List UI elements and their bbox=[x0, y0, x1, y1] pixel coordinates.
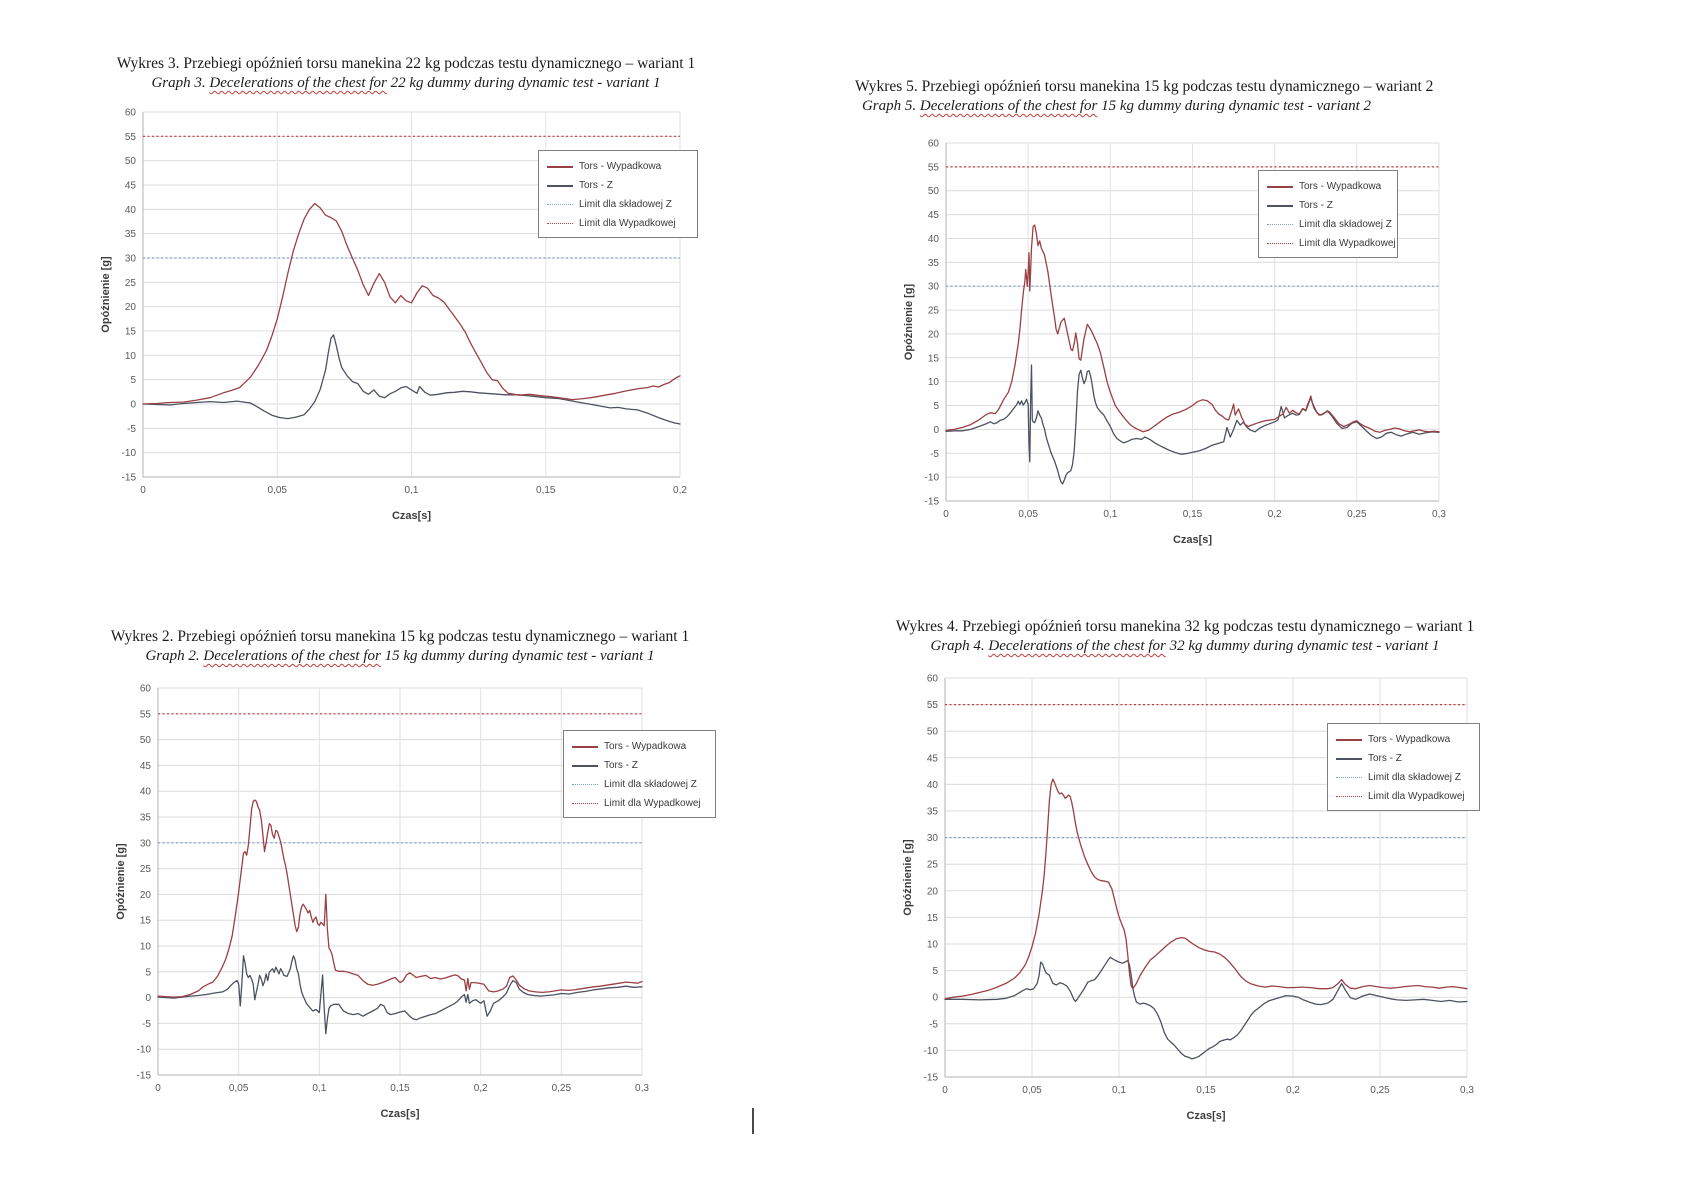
legend-swatch-dotted-line bbox=[547, 204, 573, 205]
x-tick-label: 0,25 bbox=[1370, 1085, 1390, 1096]
chart-panel-3 bbox=[105, 628, 705, 1128]
y-tick-label: 60 bbox=[139, 683, 151, 695]
x-tick-label: 0,1 bbox=[312, 1083, 327, 1094]
legend-swatch-dotted-line bbox=[1267, 224, 1293, 225]
plot-area bbox=[870, 618, 1510, 1128]
chart-panel-4 bbox=[870, 618, 1510, 1128]
legend-label: Tors - Wypadkowa bbox=[604, 741, 687, 752]
legend-swatch-solid-line bbox=[572, 765, 598, 767]
title-en-underlined: Decelerations of the chest for bbox=[919, 98, 1098, 114]
legend-label: Tors - Z bbox=[1368, 753, 1402, 764]
y-tick-label: 55 bbox=[926, 700, 938, 712]
x-tick-label: 0 bbox=[942, 1085, 948, 1096]
legend-swatch-solid-line bbox=[572, 746, 598, 748]
x-tick-label: 0,05 bbox=[1022, 1085, 1042, 1096]
y-tick-label: 50 bbox=[927, 186, 939, 198]
legend-label: Tors - Wypadkowa bbox=[1299, 181, 1382, 192]
title-en-rest: 32 kg dummy during dynamic test - variant 1 bbox=[1165, 638, 1440, 654]
legend-swatch-solid-line bbox=[547, 185, 573, 187]
y-tick-label: 35 bbox=[139, 812, 151, 824]
x-tick-label: 0,3 bbox=[635, 1083, 649, 1094]
x-axis-title: Czas[s] bbox=[1186, 1110, 1226, 1122]
legend bbox=[538, 150, 698, 238]
y-tick-label: 5 bbox=[933, 401, 939, 413]
chart-panel-2 bbox=[855, 78, 1510, 553]
x-tick-label: 0,05 bbox=[1018, 509, 1038, 520]
y-tick-label: 15 bbox=[926, 912, 938, 924]
y-tick-label: 5 bbox=[932, 966, 938, 978]
chart-title-pl: Wykres 2. Przebiegi opóźnień torsu manekina 15 kg podczas testu dynamicznego – wariant 1 bbox=[110, 628, 690, 645]
y-tick-label: 25 bbox=[926, 859, 938, 871]
y-tick-label: 15 bbox=[139, 915, 151, 927]
x-tick-label: 0,25 bbox=[1347, 509, 1367, 520]
plot-area bbox=[105, 628, 705, 1128]
x-tick-label: 0,15 bbox=[390, 1083, 410, 1094]
y-tick-label: -15 bbox=[121, 472, 136, 484]
chart-title-pl: Wykres 3. Przebiegi opóźnień torsu manekina 22 kg podczas testu dynamicznego – wariant 1 bbox=[116, 55, 696, 72]
legend-label: Tors - Wypadkowa bbox=[1368, 734, 1451, 745]
title-en-prefix: Graph 3. bbox=[151, 75, 210, 91]
plot-area bbox=[98, 55, 748, 525]
legend-item bbox=[1336, 749, 1471, 768]
legend-item bbox=[1267, 215, 1392, 234]
chart-panel-1 bbox=[98, 55, 748, 525]
y-axis-title: Opóźnienie [g] bbox=[902, 839, 914, 916]
legend-swatch-dotted-line bbox=[547, 223, 573, 224]
x-tick-label: 0,15 bbox=[536, 485, 556, 496]
legend-item bbox=[1267, 196, 1389, 215]
y-tick-label: -10 bbox=[121, 448, 136, 460]
title-en-underlined: Decelerations of the chest for bbox=[209, 75, 387, 91]
title-en-underlined: Decelerations of the chest for bbox=[203, 648, 381, 664]
x-tick-label: 0,3 bbox=[1432, 509, 1446, 520]
y-tick-label: 55 bbox=[139, 709, 151, 721]
y-tick-label: 10 bbox=[124, 350, 136, 362]
y-tick-label: 30 bbox=[124, 253, 136, 265]
x-tick-label: 0,25 bbox=[551, 1083, 572, 1094]
x-tick-label: 0,1 bbox=[404, 485, 419, 496]
legend-swatch-solid-line bbox=[1267, 186, 1293, 188]
y-tick-label: 35 bbox=[124, 229, 136, 241]
x-tick-label: 0,05 bbox=[228, 1083, 249, 1094]
legend-swatch-solid-line bbox=[1267, 205, 1293, 207]
legend-item bbox=[572, 737, 707, 756]
y-tick-label: 0 bbox=[932, 992, 938, 1004]
y-tick-label: -5 bbox=[930, 448, 939, 460]
legend-item bbox=[1267, 234, 1396, 253]
y-axis-title: Opóźnienie [g] bbox=[903, 283, 915, 361]
legend-label: Limit dla składowej Z bbox=[1368, 772, 1461, 783]
y-tick-label: 20 bbox=[926, 886, 938, 898]
x-tick-label: 0 bbox=[943, 509, 949, 520]
y-tick-label: 25 bbox=[139, 864, 151, 876]
legend-item bbox=[1336, 730, 1471, 749]
legend-label: Limit dla składowej Z bbox=[604, 779, 697, 790]
legend-label: Limit dla składowej Z bbox=[579, 199, 672, 210]
y-tick-label: 45 bbox=[926, 753, 938, 765]
legend-swatch-dotted-line bbox=[572, 784, 598, 785]
x-tick-label: 0,1 bbox=[1103, 509, 1118, 520]
x-axis-title: Czas[s] bbox=[380, 1108, 420, 1120]
title-en-rest: 22 kg dummy during dynamic test - variant 1 bbox=[386, 75, 661, 91]
chart-title-pl: Wykres 4. Przebiegi opóźnień torsu manekina 32 kg podczas testu dynamicznego – wariant 1 bbox=[895, 618, 1475, 635]
x-tick-label: 0,1 bbox=[1112, 1085, 1126, 1096]
legend bbox=[1327, 723, 1480, 811]
legend-swatch-solid-line bbox=[1336, 758, 1362, 760]
title-en-prefix: Graph 4. bbox=[930, 638, 989, 654]
legend-item bbox=[572, 756, 707, 775]
legend-label: Tors - Z bbox=[1299, 200, 1333, 211]
y-tick-label: 60 bbox=[926, 673, 938, 685]
legend-label: Tors - Z bbox=[579, 180, 613, 191]
legend-label: Limit dla Wypadkowej bbox=[1368, 791, 1465, 802]
y-tick-label: 50 bbox=[124, 156, 136, 168]
x-tick-label: 0,3 bbox=[1460, 1085, 1474, 1096]
x-axis-title: Czas[s] bbox=[1172, 534, 1213, 546]
y-tick-label: 40 bbox=[926, 779, 938, 791]
legend-swatch-dotted-line bbox=[1336, 796, 1362, 797]
y-tick-label: -10 bbox=[136, 1044, 151, 1056]
legend-item bbox=[547, 176, 689, 195]
y-tick-label: 35 bbox=[927, 257, 939, 269]
y-tick-label: -15 bbox=[923, 1072, 938, 1084]
legend-swatch-dotted-line bbox=[1267, 243, 1293, 244]
title-en-rest: 15 kg dummy during dynamic test - variant 2 bbox=[1097, 98, 1372, 114]
chart-title-pl: Wykres 5. Przebiegi opóźnień torsu manekina 15 kg podczas testu dynamicznego – wariant 2 bbox=[855, 78, 1434, 95]
title-en-prefix: Graph 5. bbox=[861, 98, 920, 114]
x-tick-label: 0,2 bbox=[473, 1083, 488, 1094]
x-tick-label: 0 bbox=[140, 485, 146, 496]
y-axis-title: Opóźnienie [g] bbox=[115, 843, 127, 920]
y-tick-label: -5 bbox=[142, 1018, 151, 1030]
y-tick-label: 45 bbox=[139, 760, 151, 772]
y-tick-label: 20 bbox=[139, 889, 151, 901]
x-tick-label: 0,15 bbox=[1182, 509, 1203, 520]
y-tick-label: 5 bbox=[145, 967, 151, 979]
y-tick-label: 40 bbox=[927, 233, 939, 245]
y-tick-label: 50 bbox=[926, 726, 938, 738]
y-tick-label: 15 bbox=[124, 326, 136, 338]
legend-item bbox=[547, 214, 689, 233]
x-tick-label: 0,2 bbox=[1267, 509, 1282, 520]
y-tick-label: 15 bbox=[927, 353, 939, 365]
x-tick-label: 0,15 bbox=[1196, 1085, 1216, 1096]
legend-item bbox=[572, 775, 707, 794]
y-tick-label: 40 bbox=[139, 786, 151, 798]
y-tick-label: 10 bbox=[139, 941, 151, 953]
x-tick-label: 0,05 bbox=[267, 485, 287, 496]
legend-label: Tors - Wypadkowa bbox=[579, 161, 662, 172]
legend-item bbox=[547, 157, 689, 176]
y-tick-label: 30 bbox=[926, 833, 938, 845]
x-axis-title: Czas[s] bbox=[391, 510, 432, 522]
y-tick-label: 30 bbox=[927, 281, 939, 293]
legend-item bbox=[1336, 787, 1471, 806]
y-tick-label: 35 bbox=[926, 806, 938, 818]
text-cursor bbox=[752, 1108, 754, 1134]
legend-swatch-solid-line bbox=[547, 166, 573, 168]
y-tick-label: 25 bbox=[927, 305, 939, 317]
legend-swatch-solid-line bbox=[1336, 739, 1362, 741]
y-tick-label: -10 bbox=[923, 1045, 938, 1057]
plot-area bbox=[855, 78, 1510, 553]
legend bbox=[563, 730, 716, 818]
legend-label: Limit dla Wypadkowej bbox=[579, 218, 676, 229]
y-tick-label: 20 bbox=[124, 302, 136, 314]
legend-label: Limit dla składowej Z bbox=[1299, 219, 1392, 230]
legend-label: Limit dla Wypadkowej bbox=[1299, 238, 1396, 249]
title-en-prefix: Graph 2. bbox=[145, 648, 204, 664]
y-tick-label: 55 bbox=[124, 131, 136, 143]
y-tick-label: 55 bbox=[927, 162, 939, 174]
y-tick-label: 0 bbox=[933, 424, 939, 436]
x-tick-label: 0 bbox=[155, 1083, 161, 1094]
title-en-rest: 15 kg dummy during dynamic test - variant 1 bbox=[380, 648, 655, 664]
legend-item bbox=[572, 794, 707, 813]
legend-item bbox=[1267, 177, 1389, 196]
y-tick-label: 5 bbox=[130, 375, 136, 387]
legend-item bbox=[547, 195, 689, 214]
x-tick-label: 0,2 bbox=[673, 485, 687, 496]
y-axis-title: Opóźnienie [g] bbox=[100, 256, 112, 333]
y-tick-label: 0 bbox=[145, 993, 151, 1005]
y-tick-label: -15 bbox=[924, 496, 939, 508]
y-tick-label: 50 bbox=[139, 735, 151, 747]
y-tick-label: 0 bbox=[130, 399, 136, 411]
y-tick-label: -5 bbox=[127, 423, 136, 435]
y-tick-label: 30 bbox=[139, 838, 151, 850]
legend-label: Tors - Z bbox=[604, 760, 638, 771]
legend bbox=[1258, 170, 1398, 258]
y-tick-label: -10 bbox=[924, 472, 939, 484]
y-tick-label: 10 bbox=[926, 939, 938, 951]
y-tick-label: 60 bbox=[124, 107, 136, 119]
title-en-underlined: Decelerations of the chest for bbox=[988, 638, 1166, 654]
y-tick-label: 40 bbox=[124, 204, 136, 216]
legend-item bbox=[1336, 768, 1471, 787]
legend-swatch-dotted-line bbox=[572, 803, 598, 804]
y-tick-label: 20 bbox=[927, 329, 939, 341]
y-tick-label: 45 bbox=[124, 180, 136, 192]
y-tick-label: 60 bbox=[927, 138, 939, 150]
y-tick-label: -5 bbox=[929, 1019, 938, 1031]
x-tick-label: 0,2 bbox=[1286, 1085, 1300, 1096]
legend-label: Limit dla Wypadkowej bbox=[604, 798, 701, 809]
y-tick-label: 25 bbox=[124, 277, 136, 289]
legend-swatch-dotted-line bbox=[1336, 777, 1362, 778]
y-tick-label: -15 bbox=[136, 1070, 151, 1082]
y-tick-label: 45 bbox=[927, 210, 939, 222]
y-tick-label: 10 bbox=[927, 377, 939, 389]
